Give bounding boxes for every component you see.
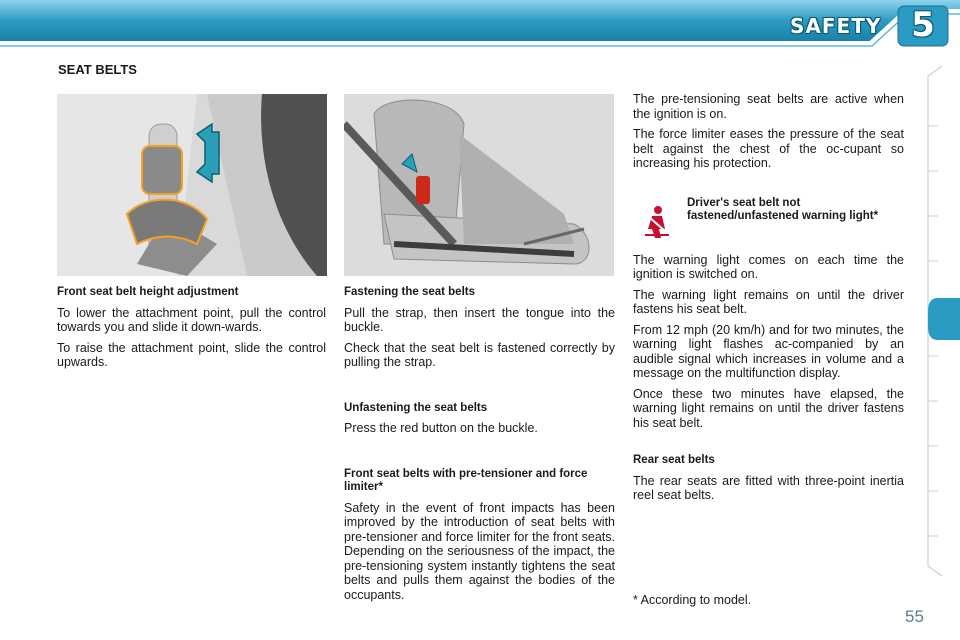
fastening-text-1: Pull the strap, then insert the tongue into the buckle. [344,305,615,334]
pretension-active-text: The pre-tensioning seat belts are active when the ignition is on. [633,92,904,121]
warning-light-heading: Driver's seat belt not fastened/unfastened warning light* [687,196,879,222]
force-limiter-text: The force limiter eases the pressure of the seat belt against the chest of the oc-cupant so increasing his protection. [633,127,904,170]
rear-seat-belts-heading: Rear seat belts [633,454,715,466]
rear-seat-belts-text: The rear seats are fitted with three-point inertia reel seat belts. [633,473,904,502]
height-adjustment-heading: Front seat belt height adjustment [57,286,239,298]
belt-height-illustration [57,94,327,276]
page-number: 55 [905,607,924,626]
column-height-adjustment [57,286,326,376]
height-adjustment-raise-text: To raise the attachment point, slide the control upwards. [57,340,326,369]
seat-buckle-image [344,94,614,276]
column-fastening [344,286,615,608]
fastening-text-2: Check that the seat belt is fastened correctly by pulling the strap. [344,340,615,369]
warning-light-text-3: From 12 mph (20 km/h) and for two minutes, the warning light flashes ac-companied by an audible signal which increases in volume and a message on the multifunction display. [633,322,904,380]
seatbelt-warning-icon [643,205,671,239]
section-title: SEAT BELTS [58,62,137,77]
pretensioner-text: Safety in the event of front impacts has been improved by the introduction of seat belts with pre-tensioner and force limiter for the front seats. Depending on the seriousness of the impact, the pre-tensioning system instantly tightens the seat belts and pulls them against the bodies of the occupants. [344,500,615,602]
warning-light-block [633,197,904,253]
warning-light-text-4: Once these two minutes have elapsed, the warning light remains on until the driver fastens his seat belt. [633,386,904,430]
seat-buckle-illustration [344,94,614,276]
chapter-title: SAFETY [790,14,882,38]
page-header [0,0,960,48]
unfastening-heading: Unfastening the seat belts [344,401,488,414]
unfastening-text: Press the red button on the buckle. [344,421,538,435]
belt-height-adjustment-image [57,94,327,276]
chapter-number: 5 [911,5,935,45]
fastening-heading: Fastening the seat belts [344,286,476,298]
pretensioner-heading: Front seat belts with pre-tensioner and force limiter* [344,467,588,493]
height-adjustment-lower-text: To lower the attachment point, pull the control towards you and slide it down-wards. [57,305,326,334]
warning-light-text-1: The warning light comes on each time the ignition is switched on. [633,252,904,281]
column-pretension-warning [633,92,904,509]
chapter-tabs [924,66,960,576]
warning-light-text-2: The warning light remains on until the driver fastens his seat belt. [633,287,904,316]
footnote: * According to model. [633,593,752,607]
